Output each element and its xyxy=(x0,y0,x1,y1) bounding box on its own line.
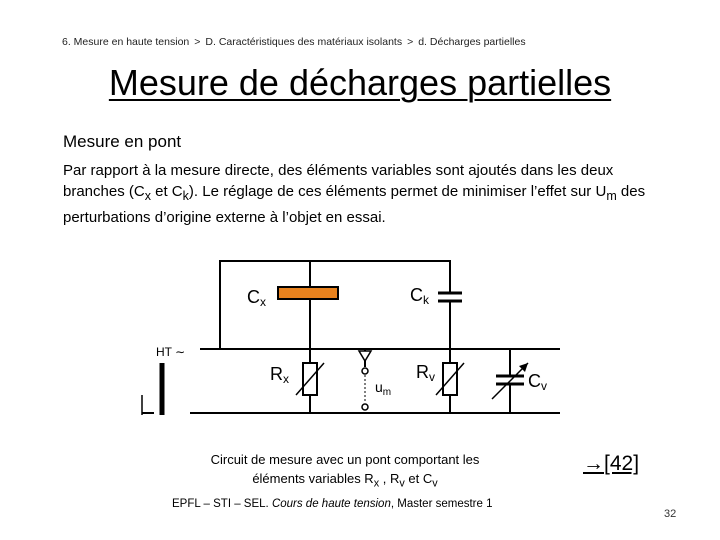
arrow-icon: → xyxy=(583,452,604,475)
reference-link[interactable] xyxy=(583,452,639,476)
footer xyxy=(172,498,492,510)
breadcrumb-separator: > xyxy=(407,36,414,48)
test-object-cx xyxy=(278,287,338,299)
caption-text: et C xyxy=(404,471,433,486)
page-title: Mesure de décharges partielles xyxy=(108,62,612,103)
caption-line: Circuit de mesure avec un pont comportant les xyxy=(210,452,480,467)
body-text-part: ). Le réglage de ces éléments permet de minimiser l’effet sur U xyxy=(188,183,607,200)
caption-sub: v xyxy=(399,477,405,490)
body-text-part: Par rapport à la mesure directe, des éléments variables sont ajoutés dans les deux branches (C xyxy=(63,162,614,200)
body-text-part: des perturbations d’origine externe à l’objet en essai. xyxy=(63,183,646,226)
bridge-circuit-diagram xyxy=(120,245,580,425)
breadcrumb xyxy=(62,36,526,48)
breadcrumb-separator: > xyxy=(194,36,201,48)
label-cx: Cx xyxy=(247,287,266,309)
measurement-input xyxy=(359,351,371,361)
body-text-part: et C xyxy=(150,183,183,200)
footer-course: Cours de haute tension xyxy=(271,498,391,510)
terminal-circle xyxy=(362,368,368,374)
reference-label: [42] xyxy=(604,452,640,475)
label-rv: Rv xyxy=(416,362,435,384)
label-ck: Ck xyxy=(410,285,429,307)
breadcrumb-item-current: d. Décharges partielles xyxy=(418,36,526,48)
body-sub: m xyxy=(606,189,617,203)
figure-caption xyxy=(180,450,510,494)
body-paragraph xyxy=(63,160,678,228)
body-sub: k xyxy=(182,189,189,203)
label-cv: Cv xyxy=(528,371,547,393)
breadcrumb-item-chapter[interactable]: 6. Mesure en haute tension xyxy=(62,36,190,48)
label-ht: HT ∼ xyxy=(156,345,186,359)
body-sub: x xyxy=(144,189,151,203)
label-um: $u_m$ xyxy=(375,379,392,398)
caption-text: , R xyxy=(379,471,400,486)
breadcrumb-item-section[interactable]: D. Caractéristiques des matériaux isolants xyxy=(205,36,403,48)
caption-sub: v xyxy=(432,477,438,490)
caption-sub: x xyxy=(373,477,380,490)
page-number: 32 xyxy=(664,508,677,520)
section-subtitle: Mesure en pont xyxy=(63,132,182,151)
footer-rest: , Master semestre 1 xyxy=(390,498,493,510)
caption-text: éléments variables R xyxy=(252,471,374,486)
terminal-circle xyxy=(362,404,368,410)
caption-line xyxy=(180,469,510,494)
label-rx: Rx xyxy=(270,364,289,386)
footer-org: EPFL – STI – SEL. xyxy=(172,498,269,510)
